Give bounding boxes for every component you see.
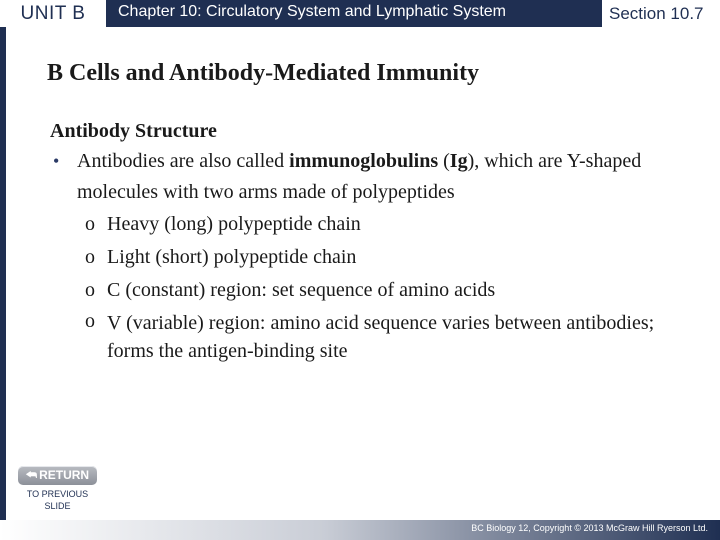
sub-bullet-marker: o: [85, 246, 95, 268]
return-label: RETURN: [39, 468, 90, 482]
bullet-text-middle: (: [438, 150, 450, 172]
return-arrow-icon: ⮪: [25, 468, 38, 482]
section-label: Section 10.7: [602, 0, 720, 27]
unit-label: UNIT B: [0, 0, 106, 27]
return-caption-line1: TO PREVIOUS: [26, 489, 89, 499]
return-caption-line2: SLIDE: [44, 501, 71, 511]
footer-bar: [0, 520, 720, 540]
copyright-text: BC Biology 12, Copyright © 2013 McGraw Hill Ryerson Ltd.: [471, 523, 708, 533]
sub-bullet-heavy: [50, 208, 660, 241]
sub-bullet-marker: o: [85, 310, 95, 332]
slide-title: B Cells and Antibody-Mediated Immunity: [47, 60, 480, 86]
sub-bullet-text: Light (short) polypeptide chain: [107, 246, 357, 268]
sub-bullet-marker: o: [85, 279, 95, 301]
bullet-abbr: Ig: [449, 150, 468, 172]
return-caption: [18, 488, 97, 512]
main-bullet: [50, 146, 660, 208]
sub-bullet-variable: [50, 307, 660, 365]
chapter-title: Chapter 10: Circulatory System and Lymphatic System: [118, 3, 507, 20]
sub-bullet-text: V (variable) region: amino acid sequence varies between antibodies; forms the antigen-binding site: [107, 312, 655, 362]
left-accent-bar: [0, 27, 6, 520]
sub-bullet-marker: o: [85, 213, 95, 235]
return-button[interactable]: [18, 466, 97, 485]
sub-bullet-constant: [50, 274, 660, 307]
sub-bullet-text: Heavy (long) polypeptide chain: [107, 213, 361, 235]
bullet-term: immunoglobulins: [289, 150, 439, 172]
sub-bullet-light: [50, 241, 660, 274]
subheading: Antibody Structure: [50, 120, 217, 142]
bullet-text-after: ), which are Y-shaped molecules with two arms made of polypeptides: [77, 150, 642, 203]
bullet-icon: •: [53, 151, 60, 171]
slide-content: [50, 116, 660, 365]
header-bar: [0, 0, 720, 27]
bullet-text-before: Antibodies are also called: [77, 150, 290, 172]
sub-bullet-text: C (constant) region: set sequence of amino acids: [107, 279, 496, 301]
